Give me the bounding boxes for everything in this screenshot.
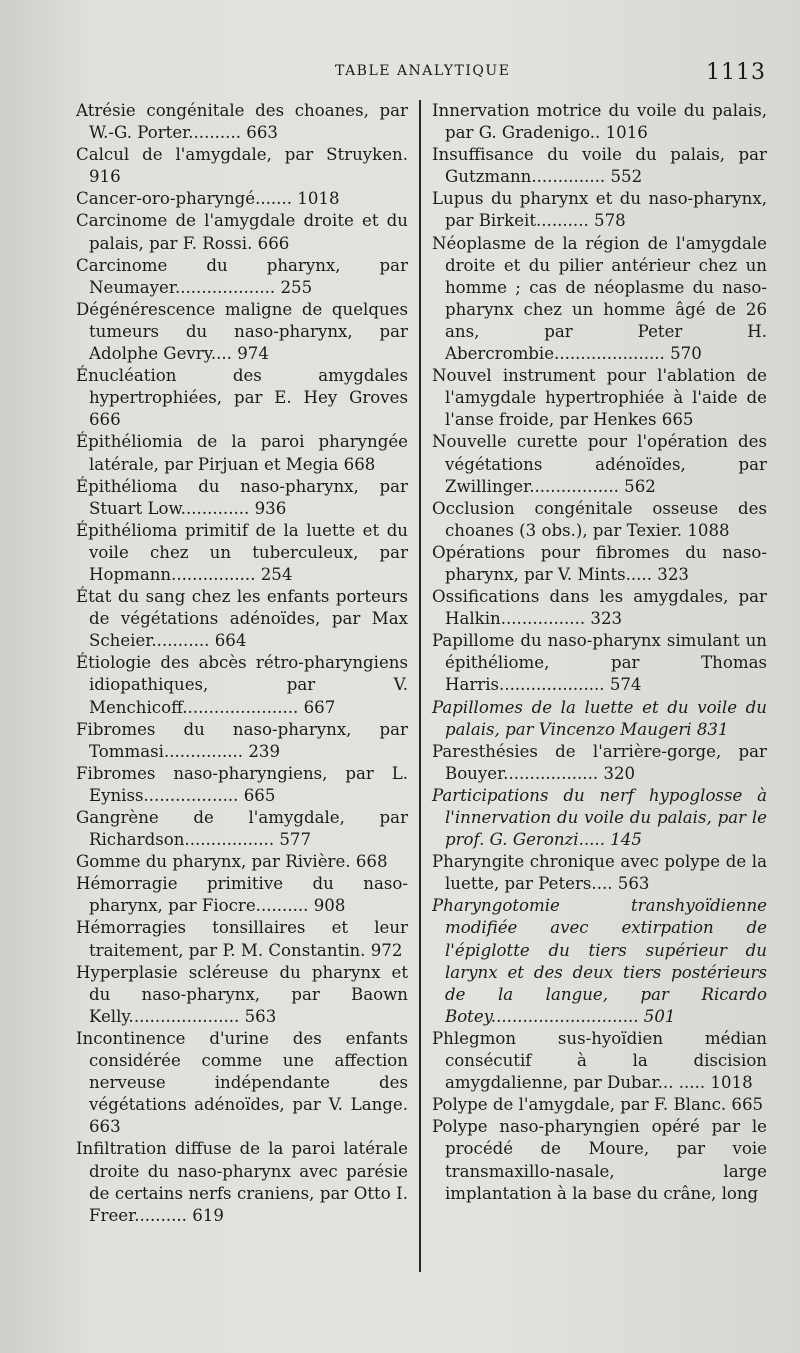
index-entry: Calcul de l'amygdale, par Struyken. 916 <box>76 145 408 187</box>
index-entry: Incontinence d'urine des enfants considérée comme une affection nerveuse indépendante des végétations adénoïdes, par V. Lange. 663 <box>76 1028 408 1137</box>
page-header <box>0 60 800 90</box>
index-entry: Fibromes du naso-pharynx, par Tommasi............... 239 <box>76 719 408 761</box>
index-entry: Gomme du pharynx, par Rivière. 668 <box>76 852 388 872</box>
column-divider <box>419 100 421 1272</box>
index-entry: Lupus du pharynx et du naso-pharynx, par Birkeit.......... 578 <box>432 189 767 231</box>
index-entry: Polype de l'amygdale, par F. Blanc. 665 <box>432 1095 764 1115</box>
index-entry: Énucléation des amygdales hypertrophiées, par E. Hey Groves 666 <box>76 366 408 430</box>
index-entry: Hémorragie primitive du naso-pharynx, par Fiocre.......... 908 <box>76 874 408 916</box>
index-entry: Dégénérescence maligne de quelques tumeurs du naso-pharynx, par Adolphe Gevry.... 974 <box>76 299 408 364</box>
index-entry: Innervation motrice du voile du palais, par G. Gradenigo.. 1016 <box>432 101 767 143</box>
index-entry: Hyperplasie scléreuse du pharynx et du naso-pharynx, par Baown Kelly..................... 563 <box>76 962 408 1026</box>
index-entry: Nouvel instrument pour l'ablation de l'amygdale hypertrophiée à l'aide de l'anse froide, par Henkes 665 <box>432 366 767 430</box>
index-entry: Phlegmon sus-hyoïdien médian consécutif à la discision amygdalienne, par Dubar... ..... 1018 <box>432 1028 767 1093</box>
index-entry: Opérations pour fibromes du naso-pharynx, par V. Mints..... 323 <box>432 542 767 584</box>
index-entry: Étiologie des abcès rétro-pharyngiens idiopathiques, par V. Menchicoff...................... 667 <box>76 653 408 717</box>
index-entry: État du sang chez les enfants porteurs de végétations adénoïdes, par Max Scheier........... 664 <box>76 587 408 651</box>
index-entry: Infiltration diffuse de la paroi latérale droite du naso-pharynx avec parésie de certains nerfs craniens, par Otto I. Freer.......... 619 <box>76 1139 408 1225</box>
index-entry: Occlusion congénitale osseuse des choanes (3 obs.), par Texier. 1088 <box>432 498 767 540</box>
index-entry: Hémorragies tonsillaires et leur traitement, par P. M. Constantin. 972 <box>76 918 408 960</box>
index-entry: Épithélioma du naso-pharynx, par Stuart Low............. 936 <box>76 476 408 518</box>
index-entry: Cancer-oro-pharyngé....... 1018 <box>76 189 340 209</box>
index-entry: Papillomes de la luette et du voile du palais, par Vincenzo Maugeri 831 <box>432 697 767 739</box>
index-entry: Pharyngotomie transhyoïdienne modifiée avec extirpation de l'épiglotte du tiers supérieur du larynx et des deux tiers postérieurs de la langue, par Ricardo Botey............................ 501 <box>432 896 767 1026</box>
index-entry: Épithélioma primitif de la luette et du voile chez un tuberculeux, par Hopmann................ 254 <box>76 520 408 584</box>
index-entry: Paresthésies de l'arrière-gorge, par Bouyer.................. 320 <box>432 741 767 783</box>
index-entry: Néoplasme de la région de l'amygdale droite et du pilier antérieur chez un homme ; cas de néoplasme du naso-pharynx chez un homme âgé de 26 ans, par Peter H. Abercrombie..................... 570 <box>432 233 767 364</box>
index-entry: Papillome du naso-pharynx simulant un épithéliome, par Thomas Harris.................... 574 <box>432 631 767 695</box>
index-entry: Carcinome du pharynx, par Neumayer................... 255 <box>76 255 408 297</box>
index-entry: Épithéliomia de la paroi pharyngée latérale, par Pirjuan et Megia 668 <box>76 432 408 474</box>
index-entry: Carcinome de l'amygdale droite et du palais, par F. Rossi. 666 <box>76 211 408 253</box>
index-entry: Pharyngite chronique avec polype de la luette, par Peters.... 563 <box>432 852 767 894</box>
index-entry: Nouvelle curette pour l'opération des végétations adénoïdes, par Zwillinger................. 562 <box>432 432 767 496</box>
right-index-column <box>432 100 767 1205</box>
index-entry: Atrésie congénitale des choanes, par W.-G. Porter.......... 663 <box>76 101 408 143</box>
page-number: 1113 <box>706 60 766 85</box>
index-entry: Fibromes naso-pharyngiens, par L. Eyniss.................. 665 <box>76 763 408 805</box>
index-entry: Gangrène de l'amygdale, par Richardson................. 577 <box>76 808 408 850</box>
index-entry: Participations du nerf hypoglosse à l'innervation du voile du palais, par le prof. G. Geronzi..... 145 <box>432 785 767 850</box>
index-entry: Insuffisance du voile du palais, par Gutzmann.............. 552 <box>432 145 767 187</box>
left-index-column <box>76 100 408 1227</box>
index-entry: Polype naso-pharyngien opéré par le procédé de Moure, par voie transmaxillo-nasale, large implantation à la base du crâne, long <box>432 1117 767 1203</box>
index-entry: Ossifications dans les amygdales, par Halkin................ 323 <box>432 587 767 629</box>
running-title: TABLE ANALYTIQUE <box>335 63 511 79</box>
